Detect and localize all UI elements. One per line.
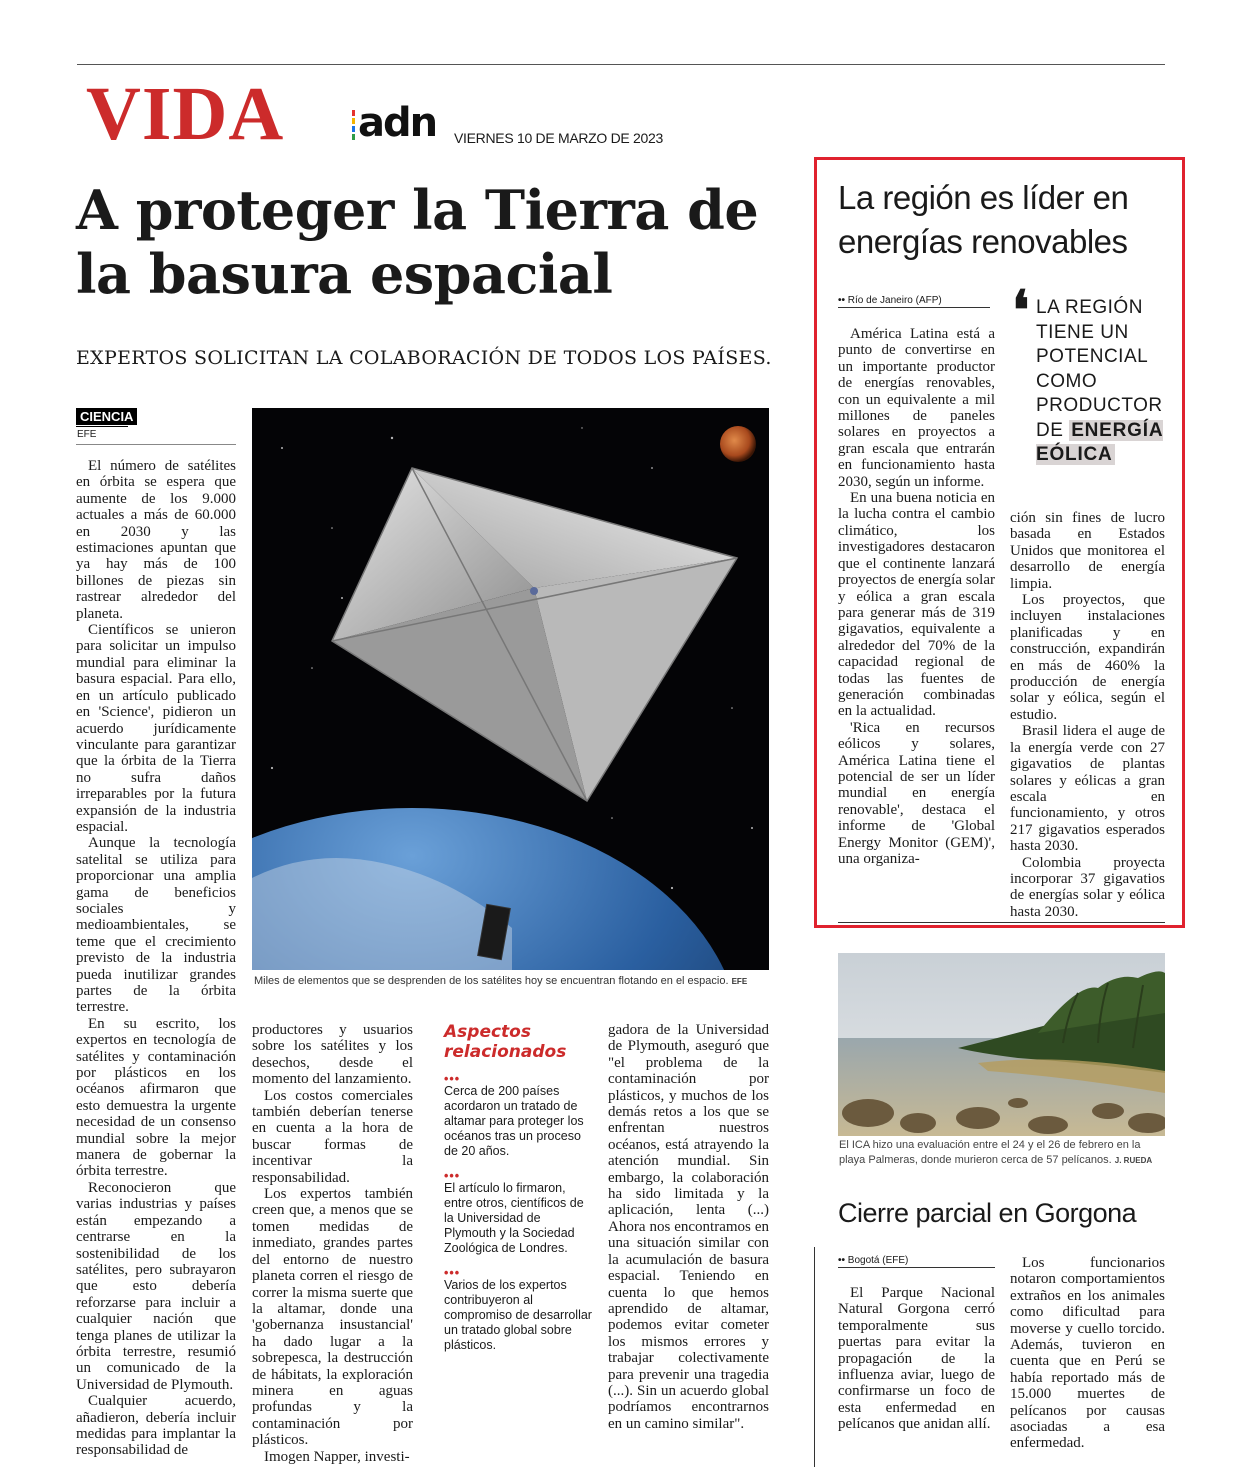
paragraph: En una buena noticia en la lucha contra el cambio climático, los investigadores destacaron que el continente lanzará proyectos de energía solar y eólica a gran escala para generar más de 319 gigavatios, equivalente a alrededor del 70% de la capacidad regional de todas las fuentes de generación combinadas en la actualidad.	[838, 490, 995, 720]
photo-caption	[254, 975, 769, 987]
bullet-dots: •••	[444, 1072, 461, 1086]
gorgona-column-2	[1010, 1255, 1165, 1452]
beach-illustration	[838, 953, 1165, 1136]
paragraph: El Parque Nacional Natural Gorgona cerró temporalmente sus puertas para evitar la propagación de la influenza aviar, luego de confirmarse un foco de esta enfermedad en pelícanos que anidan allí.	[838, 1285, 995, 1433]
aspects-title: Aspectos relacionados	[444, 1022, 567, 1062]
solar-sail-photo	[252, 408, 769, 970]
sidebar-title: La región es líder en energías renovables	[838, 179, 1129, 260]
sidebar-byline	[838, 295, 942, 306]
paragraph: Los funcionarios notaron comportamientos extraños en los animales como dificultad para moverse y cuello torcido. Además, tuvieron en cuenta que en Perú se había reportado más de 15.000 muertes de pelícanos por causas asociadas a esa enfermedad.	[1010, 1255, 1165, 1452]
gorgona-byline	[838, 1255, 908, 1266]
main-subtitle: EXPERTOS SOLICITAN LA COLABORACIÓN DE TODOS LOS PAÍSES.	[76, 347, 772, 369]
paragraph: 'Rica en recursos eólicos y solares, América Latina tiene el potencial de ser un líder mundial en energía renovable', destaca el informe de 'Global Energy Monitor (GEM)', una organiza-	[838, 719, 995, 867]
byline-rule	[838, 307, 990, 308]
paragraph: ción sin fines de lucro basada en Estados Unidos que monitorea el desarrollo de energía limpia.	[1010, 510, 1165, 592]
paragraph: gadora de la Universidad de Plymouth, aseguró que "el problema de la contaminación por plásticos, y muchos de los demás retos a los que se enfrentan nuestros océanos, está atrayendo la atención mundial. Sin embargo, la colaboración ha sido limitada y la aplicación, lenta (...) Ahora nos encontramos en una situación similar con la acumulación de basura espacial. Teniendo en cuenta lo que hemos aprendido de altamar, podemos evitar cometer los mismos errores y trabajar colectivamente para prevenir una tragedia (...). Sin un acuerdo global podríamos encontrarnos en un camino similar".	[608, 1022, 769, 1432]
aspect-item: Cerca de 200 países acordaron un tratado de altamar para proteger los océanos tras un proceso de 20 años.	[444, 1084, 584, 1158]
paragraph: Imogen Napper, investi-	[264, 1448, 410, 1465]
tag-rule	[76, 426, 128, 427]
paragraph: Científicos se unieron para solicitar un impulso mundial para eliminar la basura espacial. Para ello, en un artículo publicado en 'Science', pidieron un acuerdo jurídicamente vinculante para garantizar que la órbita de la Tierra no sufra daños irreparables por la futura expansión de la industria espacial.	[76, 622, 236, 835]
byline-text: Bogotá (EFE)	[847, 1255, 909, 1266]
sidebar-column-2	[1010, 510, 1165, 920]
pull-quote-highlight: ENERGÍA EÓLICA	[1036, 419, 1164, 465]
top-rule	[77, 64, 1165, 65]
paragraph: Reconocieron que varias industrias y países están empezando a centrarse en la sostenibilidad de los satélites, pero subrayaron que esto debería reforzarse para incluir a cualquier nación que tenga planes de utilizar la órbita terrestre, resumió un comunicado de la Universidad de Plymouth.	[76, 1179, 236, 1393]
brand-bar	[352, 126, 355, 132]
beach-photo-caption	[839, 1138, 1166, 1168]
sidebar-column-1	[838, 326, 995, 867]
bullet-dots: •••	[444, 1266, 461, 1280]
issue-date: VIERNES 10 DE MARZO DE 2023	[454, 130, 663, 146]
section-tag: CIENCIA	[76, 408, 137, 425]
aspect-item: El artículo lo firmaron, entre otros, científicos de la Universidad de Plymouth y la Sociedad Zoológica de Londres.	[444, 1181, 584, 1255]
paragraph: Brasil lidera el auge de la energía verde con 27 gigavatios de plantas solares y eólicas a gran escala en funcionamiento, y otros 217 gigavatios esperados hasta 2030.	[1010, 723, 1165, 855]
beach-photo	[838, 953, 1165, 1136]
photo-credit: EFE	[731, 977, 748, 986]
brand-color-bars	[352, 110, 355, 140]
photo-credit: J. RUEDA	[1114, 1156, 1153, 1165]
caption-text: Miles de elementos que se desprenden de los satélites hoy se encuentran flotando en el espacio.	[254, 975, 729, 987]
section-name: VIDA	[86, 72, 285, 156]
byline-text: Río de Janeiro (AFP)	[847, 295, 942, 306]
paragraph: América Latina está a punto de convertirse en un importante productor de energías renovables, con un equivalente a mil millones de paneles solares en proyectos a gran escala que entrarán en funcionamiento hasta 2030, según un informe.	[838, 326, 995, 490]
brand-bar	[352, 118, 355, 124]
aspects-list	[444, 1074, 594, 1365]
byline-rule	[838, 1267, 995, 1268]
paragraph: Los expertos también creen que, a menos que se tomen medidas de inmediato, grandes partes del entorno de nuestro planeta corren el riesgo de correr la misma suerte que la altamar, donde una 'gobernanza insustancial' ha dado lugar a la sobrepesca, la destrucción de hábitats, la exploración minera en aguas profundas y la contaminación por plásticos.	[252, 1186, 413, 1449]
aspect-item: Varios de los expertos contribuyeron al compromiso de desarrollar un tratado global sobre plásticos.	[444, 1278, 592, 1352]
article-column-1	[76, 458, 236, 1459]
main-headline: A proteger la Tierra de la basura espacial	[76, 178, 759, 306]
paragraph: productores y usuarios sobre los satélites y los desechos, desde el momento del lanzamiento.	[252, 1022, 413, 1088]
paragraph: Colombia proyecta incorporar 37 gigavatios de energías solar y eólica hasta 2030.	[1010, 854, 1165, 920]
bullet-dots: •••	[444, 1169, 461, 1183]
quote-mark-icon: ❛	[1012, 278, 1030, 342]
column-divider	[814, 1247, 815, 1467]
article-column-4	[608, 1022, 769, 1432]
paragraph: Los proyectos, que incluyen instalaciones planificadas y en construcción, expandirán en más de 460% la producción de energía solar y eólica, según el estudio.	[1010, 592, 1165, 723]
brand-name: adn	[358, 100, 437, 146]
caption-text: El ICA hizo una evaluación entre el 24 y el 26 de febrero en la playa Palmeras, donde murieron cerca de 57 pelícanos.	[839, 1139, 1141, 1166]
agency-byline: EFE	[77, 429, 97, 440]
paragraph: Cualquier acuerdo, añadieron, debería incluir medidas para implantar la responsabilidad de	[76, 1393, 236, 1459]
paragraph: Aunque la tecnología satelital se utiliza para proporcionar una amplia gama de beneficios sociales y medioambientales, se teme que el crecimiento previsto de la industria pueda inutilizar grandes partes de la órbita terrestre.	[76, 835, 236, 1016]
brand-bar	[352, 110, 355, 116]
paragraph: El número de satélites en órbita se espera que aumente de los 9.000 actuales a más de 60.000 en 2030 y las estimaciones apuntan que ya hay más de 100 billones de piezas sin rastrear alrededor del planeta.	[76, 458, 236, 622]
brand-bar	[352, 134, 355, 140]
article-column-2	[252, 1022, 413, 1465]
gorgona-headline: Cierre parcial en Gorgona	[838, 1198, 1137, 1228]
paragraph: Los costos comerciales también deberían tenerse en cuenta a la hora de buscar formas de incentivar la responsabilidad.	[252, 1087, 413, 1186]
pull-quote-text: LA REGIÓN TIENE UN POTENCIAL COMO PRODUCTOR DE	[1036, 297, 1163, 441]
paragraph: En su escrito, los expertos en tecnología de satélites y contaminación por plásticos en los océanos afirmaron que esto demuestra la urgente necesidad de un consenso mundial sobre la mejor manera de gobernar la órbita terrestre.	[76, 1015, 236, 1180]
pull-quote	[1036, 296, 1176, 468]
solar-sail-illustration	[252, 408, 769, 970]
byline-dots: ••	[838, 1255, 846, 1266]
sidebar-end-rule	[838, 922, 1165, 923]
agency-rule	[76, 444, 236, 445]
brand-logo	[352, 100, 437, 146]
byline-dots: ••	[838, 295, 846, 306]
gorgona-column-1	[838, 1285, 995, 1433]
